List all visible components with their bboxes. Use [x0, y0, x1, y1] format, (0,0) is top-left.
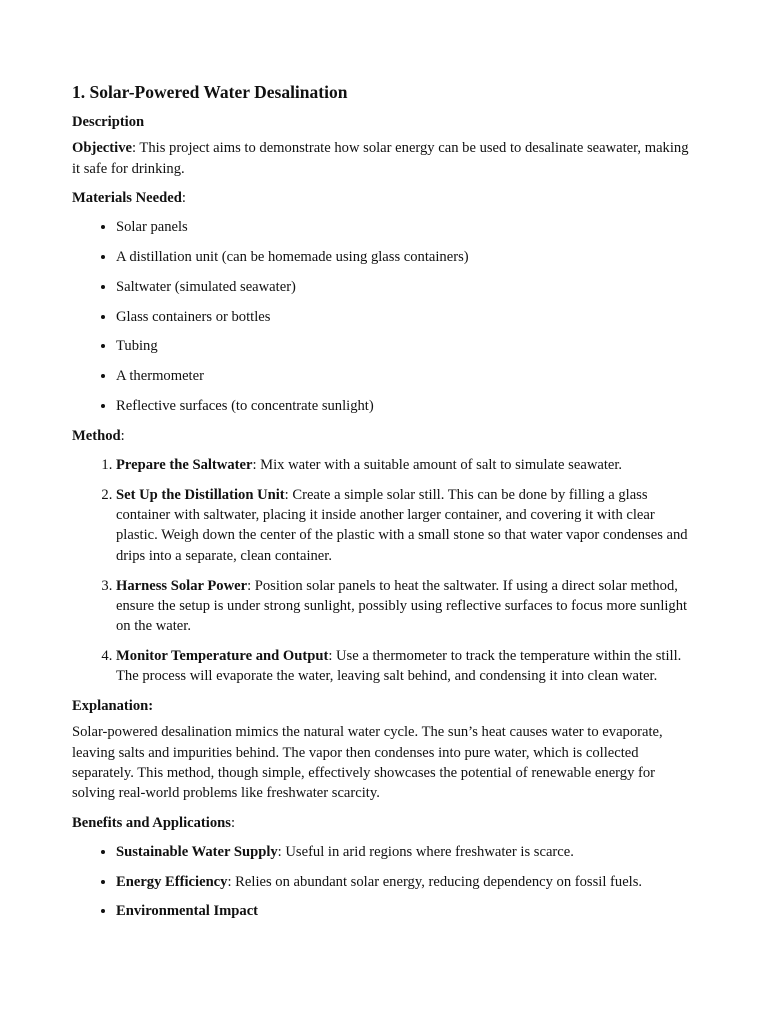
- benefit-title: Energy Efficiency: [116, 873, 228, 890]
- materials-suffix: :: [181, 189, 186, 206]
- list-item: • Solar panels: [116, 217, 700, 237]
- objective-label: Objective: [72, 140, 132, 157]
- benefits-label: Benefits and Applications: [72, 814, 231, 831]
- list-item: • Tubing: [116, 336, 700, 356]
- list-item: • Reflective surfaces (to concentrate sunlight): [116, 396, 700, 416]
- list-item: • Glass containers or bottles: [116, 307, 700, 327]
- method-step: [116, 455, 700, 475]
- list-item: • Saltwater (simulated seawater): [116, 277, 700, 297]
- step-text: : Use a thermometer to track the temperature within the still. The process will evaporate the water, leaving salt behind, and condensing it into clean water.: [116, 647, 682, 685]
- step-title: Prepare the Saltwater: [116, 457, 253, 474]
- document-page: [72, 80, 700, 931]
- step-text: : Mix water with a suitable amount of salt to simulate seawater.: [252, 457, 623, 474]
- method-suffix: :: [120, 427, 125, 444]
- materials-heading: [72, 188, 700, 208]
- explanation-heading: Explanation:: [72, 698, 154, 715]
- objective-text: : This project aims to demonstrate how solar energy can be used to desalinate seawater, making it safe for drinking.: [72, 140, 689, 177]
- benefits-list: [72, 842, 700, 922]
- benefit-title: Environmental Impact: [116, 903, 259, 920]
- method-label: Method: [72, 427, 121, 444]
- benefits-suffix: :: [230, 814, 236, 831]
- list-item: [116, 842, 700, 862]
- objective-paragraph: [72, 138, 700, 179]
- materials-list: [72, 217, 700, 416]
- benefits-heading: [72, 813, 700, 833]
- description-heading: Description: [72, 114, 145, 130]
- method-step: [116, 485, 700, 566]
- materials-label: Materials Needed: [72, 189, 182, 206]
- method-heading: [72, 426, 700, 446]
- benefit-text: : Useful in arid regions where freshwater is scarce.: [277, 843, 574, 860]
- step-title: Set Up the Distillation Unit: [116, 486, 285, 503]
- method-step: [116, 576, 700, 637]
- step-title: Harness Solar Power: [116, 577, 248, 594]
- method-steps-list: [72, 455, 700, 686]
- step-title: Monitor Temperature and Output: [116, 647, 329, 664]
- benefit-text: : Relies on abundant solar energy, reducing dependency on fossil fuels.: [227, 873, 643, 890]
- list-item: [116, 901, 700, 921]
- benefit-title: Sustainable Water Supply: [116, 843, 278, 860]
- list-item: • A distillation unit (can be homemade using glass containers): [116, 247, 700, 267]
- list-item: • A thermometer: [116, 366, 700, 386]
- step-text: : Position solar panels to heat the saltwater. If using a direct solar method, ensure the setup is under strong sunlight, possibly using reflective surfaces to focus more sunlight on the water.: [116, 577, 688, 635]
- list-item: [116, 872, 700, 892]
- method-step: [116, 646, 700, 687]
- step-text: : Create a simple solar still. This can be done by filling a glass container with saltwater, placing it inside another larger container, and covering it with clear plastic. Weigh down the center of the plastic with a small stone so that water vapor condenses and drips into a separate, clean container.: [116, 486, 688, 564]
- page-title: 1. Solar-Powered Water Desalination: [72, 82, 348, 102]
- explanation-paragraph: Solar-powered desalination mimics the natural water cycle. The sun’s heat causes water to evaporate, leaving salts and impurities behind. The vapor then condenses into pure water, which is collected separately. This method, though simple, effectively showcases the potential of renewable energy for solving real-world problems like freshwater scarcity.: [72, 724, 663, 802]
